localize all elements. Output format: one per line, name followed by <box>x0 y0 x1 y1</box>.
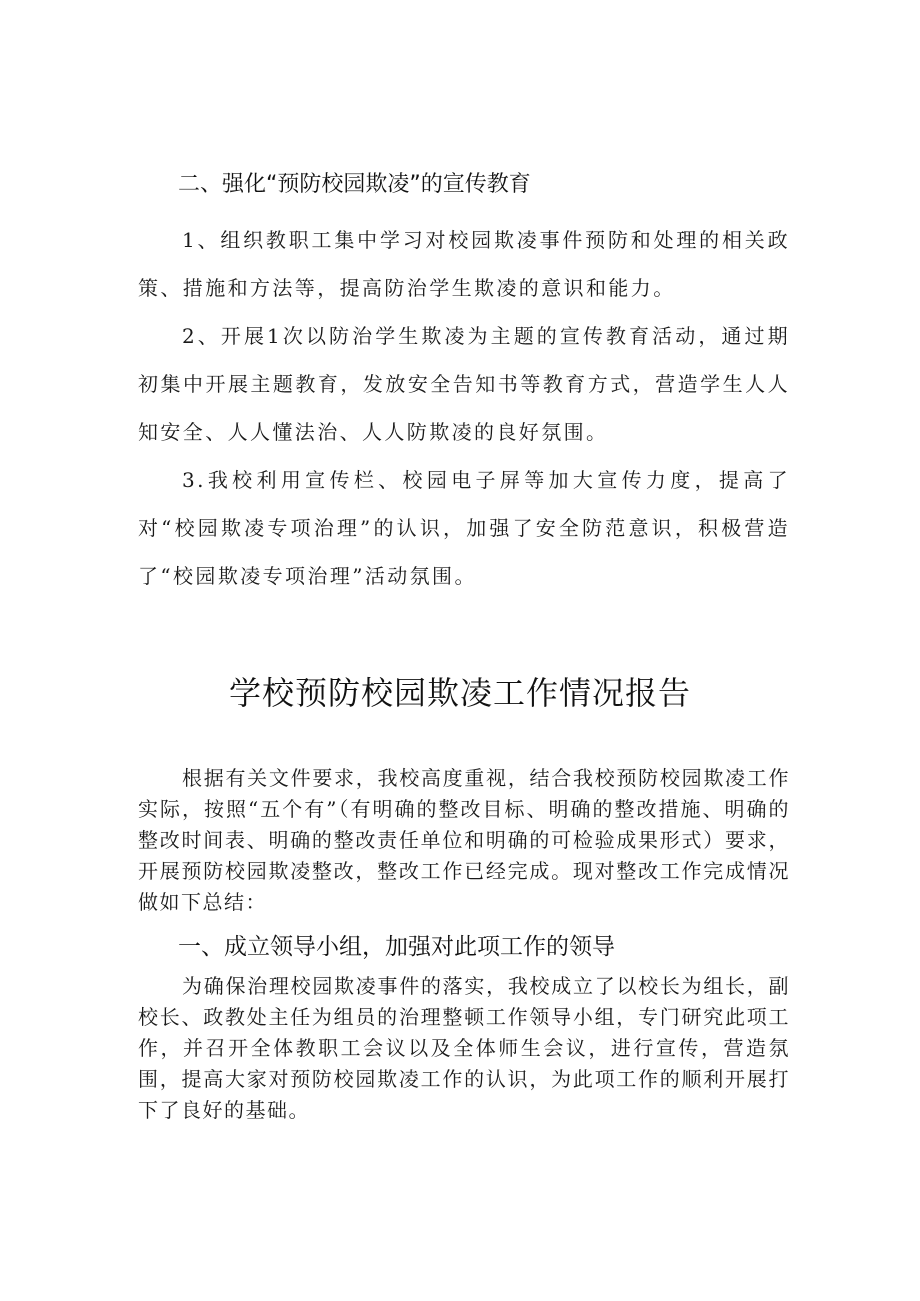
paragraph: 3.我校利用宣传栏、校园电子屏等加大宣传力度，提高了对“校园欺凌专项治理”的认识，加强了安全防范意识，积极营造了“校园欺凌专项治理”活动氛围。 <box>138 468 790 588</box>
paragraph: 1、组织教职工集中学习对校园欺凌事件预防和处理的相关政策、措施和方法等，提高防治学生欺凌的意识和能力。 <box>138 228 790 300</box>
document-title: 学校预防校园欺凌工作情况报告 <box>228 674 691 712</box>
paragraph: 为确保治理校园欺凌事件的落实，我校成立了以校长为组长，副校长、政教处主任为组员的治理整顿工作领导小组，专门研究此项工作，并召开全体教职工会议以及全体师生会议，进行宣传，营造氛围，提高大家对预防校园欺凌工作的认识，为此项工作的顺利开展打下了良好的基础。 <box>138 974 790 1122</box>
section-heading: 一、成立领导小组，加强对此项工作的领导 <box>178 934 615 960</box>
paragraph: 2、开展1次以防治学生欺凌为主题的宣传教育活动，通过期初集中开展主题教育，发放安全告知书等教育方式，营造学生人人知安全、人人懂法治、人人防欺凌的良好氛围。 <box>138 324 790 444</box>
section-heading: 二、强化“预防校园欺凌”的宣传教育 <box>178 172 531 197</box>
paragraph: 根据有关文件要求，我校高度重视，结合我校预防校园欺凌工作实际，按照“五个有”（有明确的整改目标、明确的整改措施、明确的整改时间表、明确的整改责任单位和明确的可检验成果形式）要求，开展预防校园欺凌整改，整改工作已经完成。现对整改工作完成情况做如下总结： <box>138 766 790 914</box>
